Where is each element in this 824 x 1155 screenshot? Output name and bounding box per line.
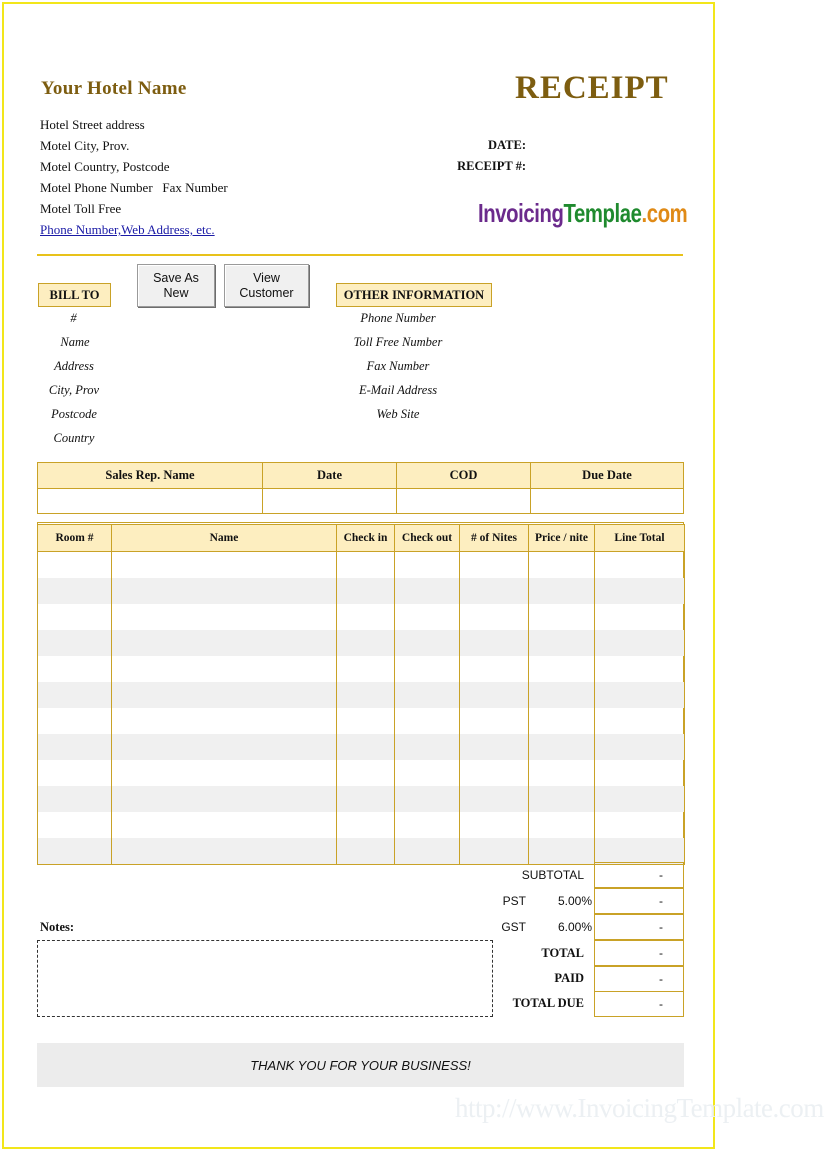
bill-to-name: Name — [60, 335, 90, 349]
logo-part-templae: Templae — [563, 198, 642, 228]
item-cell[interactable] — [595, 552, 685, 579]
total-due-value: - — [594, 991, 684, 1017]
sales-due-date-cell[interactable] — [531, 489, 684, 514]
pst-rate[interactable]: 5.00% — [557, 894, 592, 908]
item-cell[interactable] — [529, 604, 595, 630]
other-information-header: OTHER INFORMATION — [336, 283, 492, 307]
gst-value: - — [594, 914, 684, 940]
item-cell[interactable] — [38, 838, 112, 865]
table-row — [38, 578, 685, 604]
item-cell[interactable] — [595, 838, 685, 865]
total-value: - — [594, 940, 684, 966]
item-cell[interactable] — [395, 578, 460, 604]
item-cell[interactable] — [529, 838, 595, 865]
item-cell[interactable] — [112, 708, 337, 734]
item-cell[interactable] — [529, 708, 595, 734]
sales-rep-cell[interactable] — [38, 489, 263, 514]
date-label: DATE: — [488, 138, 526, 152]
item-cell[interactable] — [38, 812, 112, 838]
item-cell[interactable] — [595, 708, 685, 734]
item-cell[interactable] — [112, 604, 337, 630]
table-row — [38, 604, 685, 630]
save-as-new-button[interactable]: Save As New — [137, 264, 215, 307]
sales-cod-cell[interactable] — [397, 489, 531, 514]
item-cell[interactable] — [395, 760, 460, 786]
table-row — [38, 838, 685, 865]
item-cell[interactable] — [529, 760, 595, 786]
item-cell[interactable] — [460, 708, 529, 734]
item-cell[interactable] — [395, 734, 460, 760]
gst-rate[interactable]: 6.00% — [557, 920, 592, 934]
notes-input[interactable] — [37, 940, 493, 1017]
sales-info-table — [37, 462, 684, 514]
item-cell[interactable] — [112, 734, 337, 760]
subtotal-value: - — [594, 862, 684, 888]
item-cell[interactable] — [38, 734, 112, 760]
room-number-header: Room # — [38, 525, 112, 552]
item-cell[interactable] — [337, 578, 395, 604]
sales-date-cell[interactable] — [263, 489, 397, 514]
bill-to-header: BILL TO — [38, 283, 111, 307]
thank-you-banner: THANK YOU FOR YOUR BUSINESS! — [37, 1043, 684, 1087]
item-cell[interactable] — [395, 552, 460, 579]
gst-label: GST — [501, 920, 526, 934]
bill-to-number: # — [70, 311, 77, 325]
item-cell[interactable] — [337, 552, 395, 579]
item-cell[interactable] — [337, 760, 395, 786]
item-cell[interactable] — [460, 552, 529, 579]
other-toll-free-number: Toll Free Number — [353, 335, 443, 349]
item-cell[interactable] — [395, 838, 460, 865]
check-in-header: Check in — [337, 525, 395, 552]
bill-to-address: Address — [54, 359, 94, 373]
item-cell[interactable] — [38, 604, 112, 630]
item-cell[interactable] — [337, 734, 395, 760]
item-cell[interactable] — [337, 656, 395, 682]
item-cell[interactable] — [460, 786, 529, 812]
item-cell[interactable] — [529, 734, 595, 760]
price-per-nite-header: Price / nite — [529, 525, 595, 552]
brand-logo — [478, 198, 687, 229]
check-out-header: Check out — [395, 525, 460, 552]
item-cell[interactable] — [460, 682, 529, 708]
address-line-4: Motel Phone Number Fax Number — [40, 180, 228, 195]
item-cell[interactable] — [112, 552, 337, 579]
table-row — [38, 812, 685, 838]
item-cell[interactable] — [529, 786, 595, 812]
item-cell[interactable] — [595, 812, 685, 838]
bill-to-postcode: Postcode — [51, 407, 97, 421]
item-cell[interactable] — [112, 656, 337, 682]
pst-label: PST — [502, 894, 526, 908]
item-cell[interactable] — [395, 630, 460, 656]
item-cell[interactable] — [595, 578, 685, 604]
subtotal-label: SUBTOTAL — [521, 868, 584, 882]
item-cell[interactable] — [112, 812, 337, 838]
item-cell[interactable] — [38, 630, 112, 656]
item-cell[interactable] — [337, 682, 395, 708]
item-cell[interactable] — [460, 812, 529, 838]
table-row — [38, 552, 685, 579]
item-cell[interactable] — [38, 682, 112, 708]
item-cell[interactable] — [112, 760, 337, 786]
item-cell[interactable] — [395, 708, 460, 734]
other-phone-number: Phone Number — [360, 311, 436, 325]
item-cell[interactable] — [337, 604, 395, 630]
paid-label: PAID — [554, 971, 584, 985]
item-cell[interactable] — [395, 812, 460, 838]
total-label: TOTAL — [541, 946, 584, 960]
sales-due-date-header: Due Date — [531, 463, 684, 489]
item-cell[interactable] — [395, 682, 460, 708]
item-cell[interactable] — [112, 682, 337, 708]
notes-label: Notes: — [40, 920, 75, 934]
other-email-address: E-Mail Address — [358, 383, 438, 397]
item-cell[interactable] — [460, 734, 529, 760]
other-fax-number: Fax Number — [366, 359, 430, 373]
item-cell[interactable] — [395, 656, 460, 682]
item-cell[interactable] — [529, 656, 595, 682]
address-line-3: Motel Country, Postcode — [40, 159, 170, 174]
item-cell[interactable] — [337, 838, 395, 865]
table-row — [38, 786, 685, 812]
item-cell[interactable] — [112, 578, 337, 604]
other-web-site: Web Site — [376, 407, 420, 421]
view-customer-button[interactable]: View Customer — [224, 264, 309, 307]
item-cell[interactable] — [38, 552, 112, 579]
item-cell[interactable] — [337, 786, 395, 812]
item-cell[interactable] — [529, 682, 595, 708]
table-row — [38, 760, 685, 786]
item-cell[interactable] — [460, 656, 529, 682]
item-cell[interactable] — [337, 630, 395, 656]
header-divider — [37, 254, 683, 256]
receipt-number-label: RECEIPT #: — [457, 159, 526, 173]
item-cell[interactable] — [38, 786, 112, 812]
logo-part-invoicing: Invoicing — [478, 198, 564, 228]
watermark: http://www.InvoicingTemplate.com — [455, 1093, 824, 1123]
item-cell[interactable] — [460, 838, 529, 865]
bill-to-country: Country — [53, 431, 95, 445]
item-cell[interactable] — [595, 630, 685, 656]
item-cell[interactable] — [595, 760, 685, 786]
item-cell[interactable] — [395, 604, 460, 630]
item-cell[interactable] — [38, 760, 112, 786]
item-cell[interactable] — [112, 630, 337, 656]
item-cell[interactable] — [395, 786, 460, 812]
table-row — [38, 682, 685, 708]
item-cell[interactable] — [112, 838, 337, 865]
address-line-2: Motel City, Prov. — [40, 138, 130, 153]
table-row — [38, 734, 685, 760]
item-cell[interactable] — [460, 578, 529, 604]
bill-to-city-prov: City, Prov — [48, 383, 100, 397]
sales-cod-header: COD — [397, 463, 531, 489]
item-cell[interactable] — [529, 630, 595, 656]
table-row — [38, 630, 685, 656]
receipt-title: RECEIPT — [515, 70, 669, 106]
item-cell[interactable] — [595, 734, 685, 760]
address-line-5: Motel Toll Free — [40, 201, 122, 216]
item-cell[interactable] — [460, 630, 529, 656]
item-cell[interactable] — [460, 604, 529, 630]
item-cell[interactable] — [38, 708, 112, 734]
item-cell[interactable] — [595, 786, 685, 812]
item-cell[interactable] — [529, 578, 595, 604]
table-row — [38, 708, 685, 734]
item-cell[interactable] — [38, 578, 112, 604]
item-cell[interactable] — [595, 604, 685, 630]
item-cell[interactable] — [337, 812, 395, 838]
item-cell[interactable] — [595, 656, 685, 682]
item-cell[interactable] — [595, 682, 685, 708]
item-cell[interactable] — [38, 656, 112, 682]
sales-date-header: Date — [263, 463, 397, 489]
items-table — [37, 524, 685, 865]
logo-part-com: .com — [641, 198, 688, 228]
line-total-header: Line Total — [595, 525, 685, 552]
item-cell[interactable] — [529, 812, 595, 838]
item-cell[interactable] — [337, 708, 395, 734]
item-cell[interactable] — [112, 786, 337, 812]
contact-link[interactable]: Phone Number,Web Address, etc. — [40, 222, 215, 237]
item-cell[interactable] — [460, 760, 529, 786]
total-due-label: TOTAL DUE — [512, 996, 584, 1010]
paid-value[interactable]: - — [594, 966, 684, 992]
table-row — [38, 656, 685, 682]
address-line-1: Hotel Street address — [40, 117, 145, 132]
item-cell[interactable] — [529, 552, 595, 579]
sales-rep-header: Sales Rep. Name — [38, 463, 263, 489]
hotel-name: Your Hotel Name — [41, 78, 187, 99]
pst-value: - — [594, 888, 684, 914]
guest-name-header: Name — [112, 525, 337, 552]
nites-header: # of Nites — [460, 525, 529, 552]
